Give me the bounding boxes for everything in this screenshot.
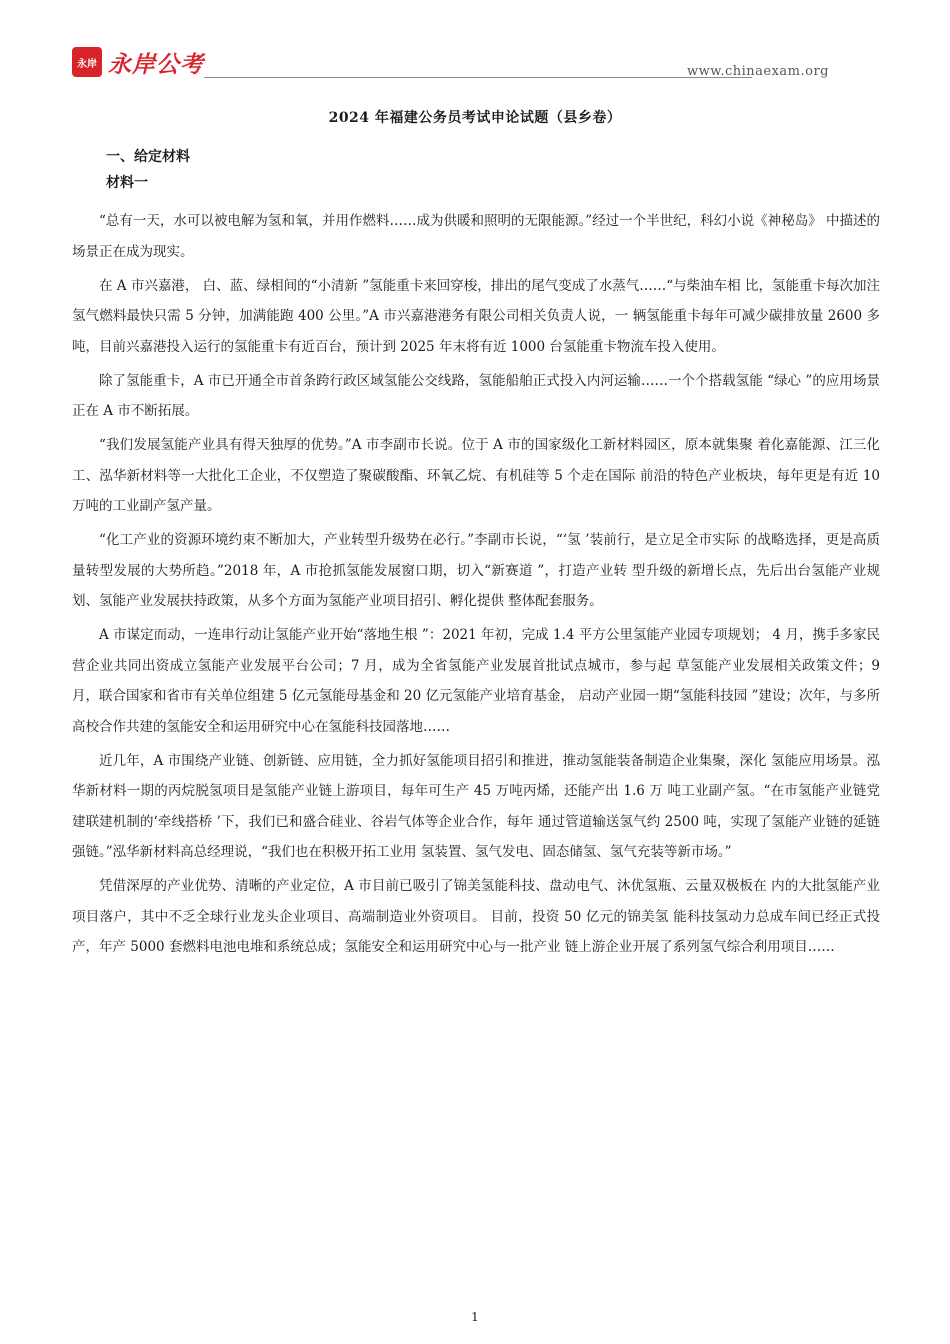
- site-url: www.chinaexam.org: [686, 64, 829, 79]
- header-divider: [204, 77, 752, 78]
- document-title: 2024 年福建公务员考试申论试题（县乡卷）: [328, 110, 622, 126]
- paragraph: 凭借深厚的产业优势、清晰的产业定位，A 市目前已吸引了锦美氢能科技、盘动电气、沐优氢瓶、云量双极板在 内的大批氢能产业项目落户，其中不乏全球行业龙头企业项目、高端制造业外资项目。 目前，投资 50 亿元的锦美氢 能科技氢动力总成车间已经正式投产，年产 5000 套燃料电池电堆和系统总成；氢能安全和运用研究中心与一批产业 链上游企业开展了系列氢气综合利用项目……: [72, 878, 880, 955]
- logo-badge-icon: 永岸: [72, 47, 102, 77]
- section-heading: 一、给定材料: [106, 149, 190, 165]
- paragraph: 近几年，A 市围绕产业链、创新链、应用链，全力抓好氢能项目招引和推进，推动氢能装备制造企业集聚，深化 氢能应用场景。泓华新材料一期的丙烷脱氢项目是氢能产业链上游项目，每年可生产 45 万吨丙烯，还能产出 1.6 万 吨工业副产氢。“在市氢能产业链党建联建机制的‘牵线搭桥 ’下，我们已和盛合硅业、谷岩气体等企业合作，每年 通过管道输送氢气约 2500 吨，实现了氢能产业链的延链强链。”泓华新材料高总经理说，“我们也在积极开拓工业用 氢装置、氢气发电、固态储氢、氢气充装等新市场。”: [72, 752, 880, 860]
- paragraph: “化工产业的资源环境约束不断加大，产业转型升级势在必行。”李副市长说，“‘氢 ’装前行，是立足全市实际 的战略选择，更是高质量转型发展的大势所趋。”2018 年，A 市抢抓氢能发展窗口期，切入“新赛道 ”，打造产业转 型升级的新增长点，先后出台氢能产业规划、氢能产业发展扶持政策，从多个方面为氢能产业项目招引、孵化提供 整体配套服务。: [72, 532, 880, 609]
- page-header: [72, 44, 832, 84]
- paragraph: 在 A 市兴嘉港， 白、蓝、绿相间的“小清新 ”氢能重卡来回穿梭，排出的尾气变成了水蒸气……“与柴油车相 比，氢能重卡每次加注氢气燃料最快只需 5 分钟，加满能跑 400 公里。”A 市兴嘉港港务有限公司相关负责人说，一 辆氢能重卡每年可减少碳排放量 2600 多吨，目前兴嘉港投入运行的氢能重卡有近百台，预计到 2025 年末将有近 1000 台氢能重卡物流车投入使用。: [72, 277, 880, 355]
- page-number: 1: [471, 1310, 479, 1324]
- logo-text: 永岸公考: [108, 52, 204, 78]
- paragraph: A 市谋定而动，一连串行动让氢能产业开始“落地生根 ”：2021 年初，完成 1.4 平方公里氢能产业园专项规划； 4 月，携手多家民营企业共同出资成立氢能产业发展平台公司；7 月，成为全省氢能产业发展首批试点城市，参与起 草氢能产业发展相关政策文件；9 月，联合国家和省市有关单位组建 5 亿元氢能母基金和 20 亿元氢能产业培育基金， 启动产业园一期“氢能科技园 ”建设；次年，与多所高校合作共建的氢能安全和运用研究中心在氢能科技园落地……: [72, 627, 880, 735]
- paragraph: “总有一天，水可以被电解为氢和氧，并用作燃料……成为供暖和照明的无限能源。”经过一个半世纪，科幻小说《神秘岛》 中描述的场景正在成为现实。: [72, 213, 880, 260]
- paragraph: 除了氢能重卡，A 市已开通全市首条跨行政区域氢能公交线路，氢能船舶正式投入内河运输……一个个搭载氢能 “绿心 ”的应用场景正在 A 市不断拓展。: [72, 372, 880, 419]
- material-heading: 材料一: [106, 175, 148, 191]
- paragraph: “我们发展氢能产业具有得天独厚的优势。”A 市李副市长说。位于 A 市的国家级化工新材料园区，原本就集聚 着化嘉能源、江三化工、泓华新材料等一大批化工企业，不仅塑造了聚碳酸酯、环氧乙烷、有机硅等 5 个走在国际 前沿的特色产业板块，每年更是有近 10 万吨的工业副产氢产量。: [72, 437, 880, 514]
- document-body: [72, 206, 880, 966]
